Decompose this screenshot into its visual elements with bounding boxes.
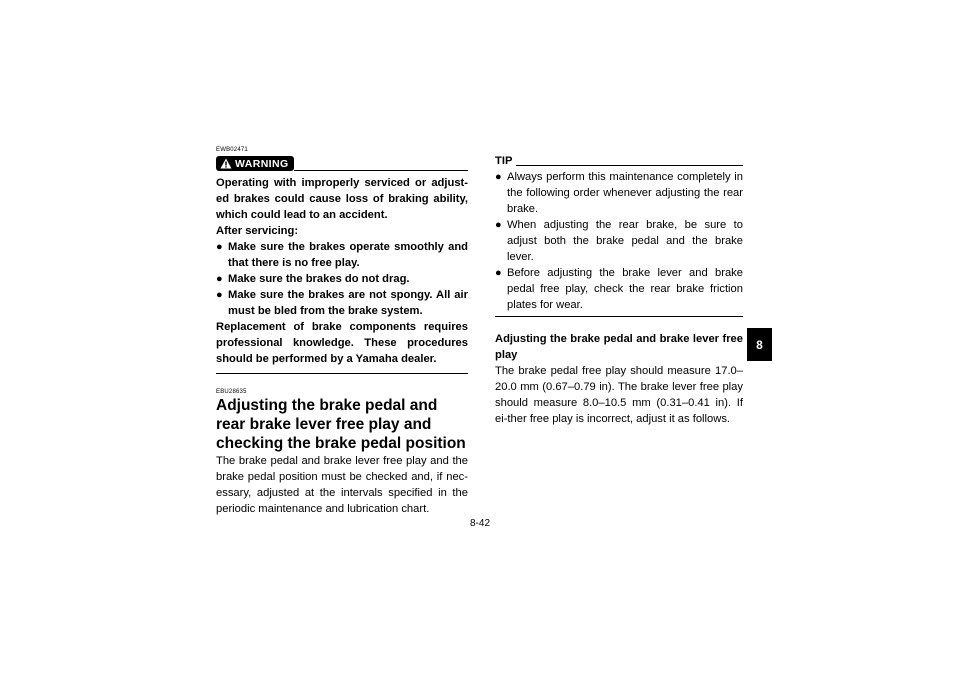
warning-bullet: ● Make sure the brakes do not drag.: [216, 273, 410, 285]
tip-label: TIP: [495, 155, 513, 167]
bullet-icon: ●: [216, 289, 223, 301]
tip-bullet: ● Before adjusting the brake lever and brake pedal free play, check the rear brake friction plates for wear.: [495, 267, 743, 311]
warning-badge: [216, 156, 294, 171]
subsection-body: The brake pedal free play should measure 17.0–20.0 mm (0.67–0.79 in). The brake lever free play should measure 8.0–10.5 mm (0.31–0.41 in). If ei-ther free play is incorrect, adjust it as follows.: [495, 365, 743, 425]
tip-body: [495, 169, 743, 313]
bullet-icon: ●: [216, 241, 223, 253]
bullet-icon: ●: [495, 171, 502, 183]
warning-triangle-icon: [220, 158, 232, 169]
bullet-icon: ●: [216, 273, 223, 285]
page-number: 8-42: [470, 518, 491, 529]
warning-header: [216, 156, 468, 171]
section-heading: Adjusting the brake pedal and rear brake lever free play and checking the brake pedal position: [216, 397, 466, 452]
section-code: EBU28635: [216, 389, 247, 395]
right-column: [495, 155, 743, 427]
tip-bullet: ● When adjusting the rear brake, be sure to adjust both the brake pedal and the brake lever.: [495, 219, 743, 263]
tip-rule: [516, 165, 743, 166]
warning-paragraph: Operating with improperly serviced or adjust-ed brakes could cause loss of braking ability, which could lead to an accident.: [216, 177, 468, 221]
after-servicing-label: After servicing:: [216, 225, 299, 237]
warning-bullet: ● Make sure the brakes operate smoothly and that there is no free play.: [216, 241, 468, 269]
tip-end-rule: [495, 316, 743, 317]
warning-bullet: ● Make sure the brakes are not spongy. All air must be bled from the brake system.: [216, 289, 468, 317]
tip-bullet: ● Always perform this maintenance completely in the following order whenever adjusting the rear brake.: [495, 171, 743, 215]
bullet-icon: ●: [495, 219, 502, 231]
subsection-heading: Adjusting the brake pedal and brake lever free play: [495, 333, 743, 361]
left-column: [216, 146, 468, 517]
warning-rule: [294, 170, 468, 171]
warning-body: [216, 175, 468, 367]
chapter-tab: 8: [747, 328, 772, 361]
section-body: The brake pedal and brake lever free play and the brake pedal position must be checked and, if nec-essary, adjusted at the intervals specified in the periodic maintenance and lubrication chart.: [216, 455, 468, 515]
warning-paragraph: Replacement of brake components requires professional knowledge. These procedures should be performed by a Yamaha dealer.: [216, 321, 468, 365]
warning-label: WARNING: [235, 157, 289, 170]
tip-header: [495, 155, 743, 168]
warning-end-rule: [216, 373, 468, 374]
bullet-icon: ●: [495, 267, 502, 279]
warning-code: EWB02471: [216, 147, 248, 153]
